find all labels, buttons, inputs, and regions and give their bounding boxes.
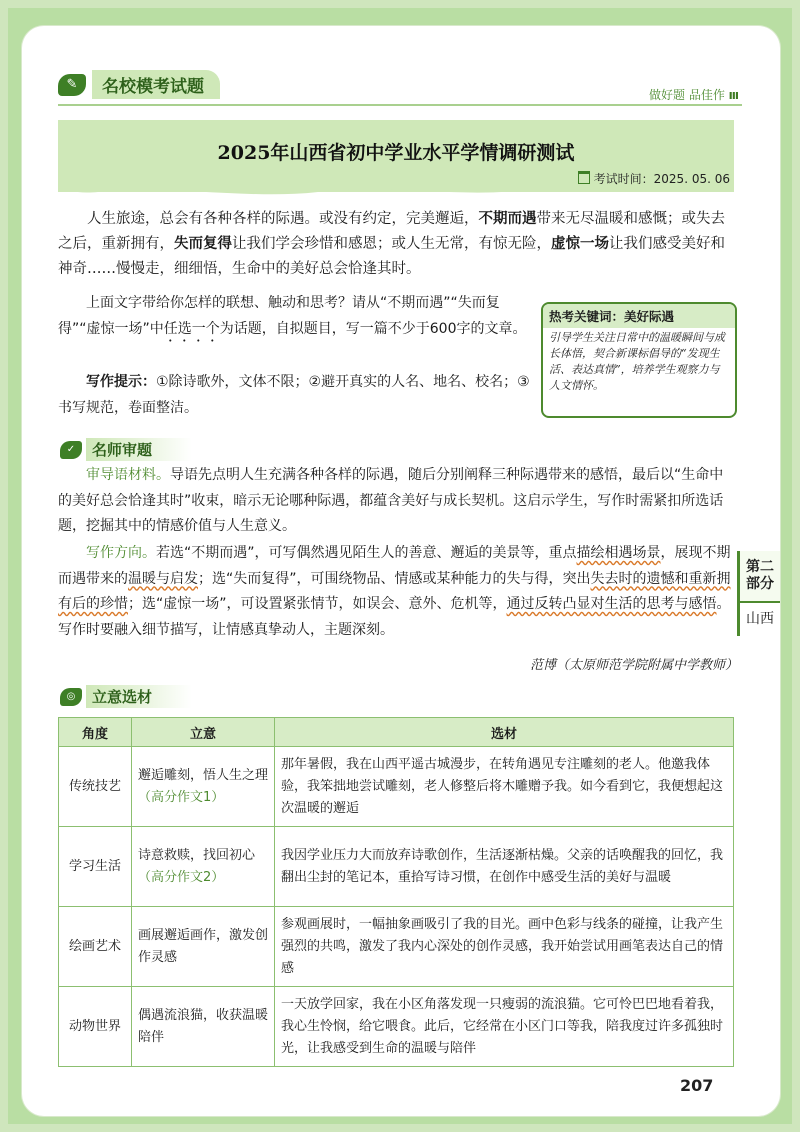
pen-icon: ✎ <box>58 74 86 96</box>
row-idea: 邂逅雕刻，悟人生之理（高分作文1） <box>132 747 275 827</box>
table-row <box>59 747 734 827</box>
row-material: 我因学业压力大而放弃诗歌创作，生活逐渐枯燥。父亲的话唤醒我的回忆，我翻出尘封的笔记本，重拾写诗习惯，在创作中感受生活的美好与温暖 <box>275 827 734 907</box>
exam-time: 考试时间：2025. 05. 06 <box>578 170 730 187</box>
review-header <box>60 438 192 461</box>
row-idea: 偶遇流浪猫，收获温暖陪伴 <box>132 987 275 1067</box>
col-angle: 角度 <box>59 718 132 747</box>
row-idea: 画展邂逅画作，激发创作灵感 <box>132 907 275 987</box>
row-angle: 学习生活 <box>59 827 132 907</box>
row-angle: 绘画艺术 <box>59 907 132 987</box>
ideas-title: 立意选材 <box>86 685 192 708</box>
hot-keyword-box <box>541 302 737 418</box>
question-paragraph: 上面文字带给你怎样的联想、触动和思考？请从“不期而遇”“失而复得”“虚惊一场”中任选一个为话题，自拟题目，写一篇不少于600字的文章。 <box>58 295 527 337</box>
row-material: 那年暑假，我在山西平遥古城漫步，在转角遇见专注雕刻的老人。他邀我体验，我笨拙地尝试雕刻，老人修整后将木雕赠予我。如今看到它，我便想起这次温暖的邂逅 <box>275 747 734 827</box>
essay-tag[interactable]: （高分作文1） <box>138 789 225 805</box>
section-header <box>58 70 220 99</box>
side-tab[interactable] <box>737 551 780 636</box>
exam-banner <box>58 120 734 192</box>
side-tab-region: 山西 <box>746 611 774 627</box>
col-idea: 立意 <box>132 718 275 747</box>
table-row <box>59 827 734 907</box>
ideas-header <box>60 685 192 708</box>
table-row <box>59 987 734 1067</box>
row-angle: 传统技艺 <box>59 747 132 827</box>
ideas-icon: ◎ <box>60 688 82 706</box>
section-title: 名校模考试题 <box>92 70 220 99</box>
side-tab-part: 第二部分 <box>740 551 780 603</box>
hot-keyword-body: 引导学生关注日常中的温暖瞬间与成长体悟，契合新课标倡导的“发现生活、表达真情”，培养学生观察力与人文情怀。 <box>549 331 725 392</box>
page-number: 207 <box>680 1076 714 1095</box>
hot-keyword-title: 热考关键词：美好际遇 <box>543 304 735 328</box>
essay-tag[interactable]: （高分作文2） <box>138 869 225 885</box>
material-analysis: 审导语材料。导语先点明人生充满各种各样的际遇，随后分别阐释三种际遇带来的感悟，最后以“生命中的美好总会恰逢其时”收束，暗示无论哪种际遇，都蕴含美好与成长契机。这启示学生，写作时需紧扣所选话题，挖掘其中的情感价值与人生意义。 <box>58 467 724 534</box>
writing-hint: 写作提示：①除诗歌外，文体不限；②避开真实的人名、地名、校名；③书写规范，卷面整洁。 <box>58 374 530 416</box>
prompt-paragraph: 人生旅途，总会有各种各样的际遇。或没有约定，完美邂逅，不期而遇带来无尽温暖和感慨；或失去之后，重新拥有，失而复得让我们学会珍惜和感恩；或人生无常，有惊无险，虚惊一场让我们感受美好和神奇……慢慢走，细细悟，生命中的美好总会恰逢其时。 <box>58 211 725 277</box>
ideas-table <box>58 717 734 1067</box>
review-icon: ✓ <box>60 441 82 459</box>
header-rule <box>58 104 742 106</box>
row-angle: 动物世界 <box>59 987 132 1067</box>
table-row <box>59 907 734 987</box>
row-material: 参观画展时，一幅抽象画吸引了我的目光。画中色彩与线条的碰撞，让我产生强烈的共鸣，激发了我内心深处的创作灵感，我开始尝试用画笔表达自己的情感 <box>275 907 734 987</box>
table-header-row <box>59 718 734 747</box>
row-idea: 诗意救赎，找回初心（高分作文2） <box>132 827 275 907</box>
col-material: 选材 <box>275 718 734 747</box>
writing-direction: 写作方向。若选“不期而遇”，可写偶然遇见陌生人的善意、邂逅的美景等，重点描绘相遇场景，展现不期而遇带来的温暖与启发；选“失而复得”，可围绕物品、情感或某种能力的失与得，突出失去时的遗憾和重新拥有后的珍惜；选“虚惊一场”，可设置紧张情节，如误会、意外、危机等，通过反转凸显对生活的思考与感悟。写作时要融入细节描写，让情感真挚动人，主题深刻。 <box>58 545 731 638</box>
teacher-signature: 范博（太原师范学院附属中学教师） <box>529 658 738 673</box>
exam-title: 2025年山西省初中学业水平学情调研测试 <box>217 142 575 164</box>
row-material: 一天放学回家，我在小区角落发现一只瘦弱的流浪猫。它可怜巴巴地看着我，我心生怜悯，给它喂食。此后，它经常在小区门口等我，陪我度过许多孤独时光，让我感受到生命的温暖与陪伴 <box>275 987 734 1067</box>
calendar-icon <box>578 171 590 184</box>
review-title: 名师审题 <box>86 438 192 461</box>
slogan: 做好题 品佳作 ııı <box>649 88 738 102</box>
